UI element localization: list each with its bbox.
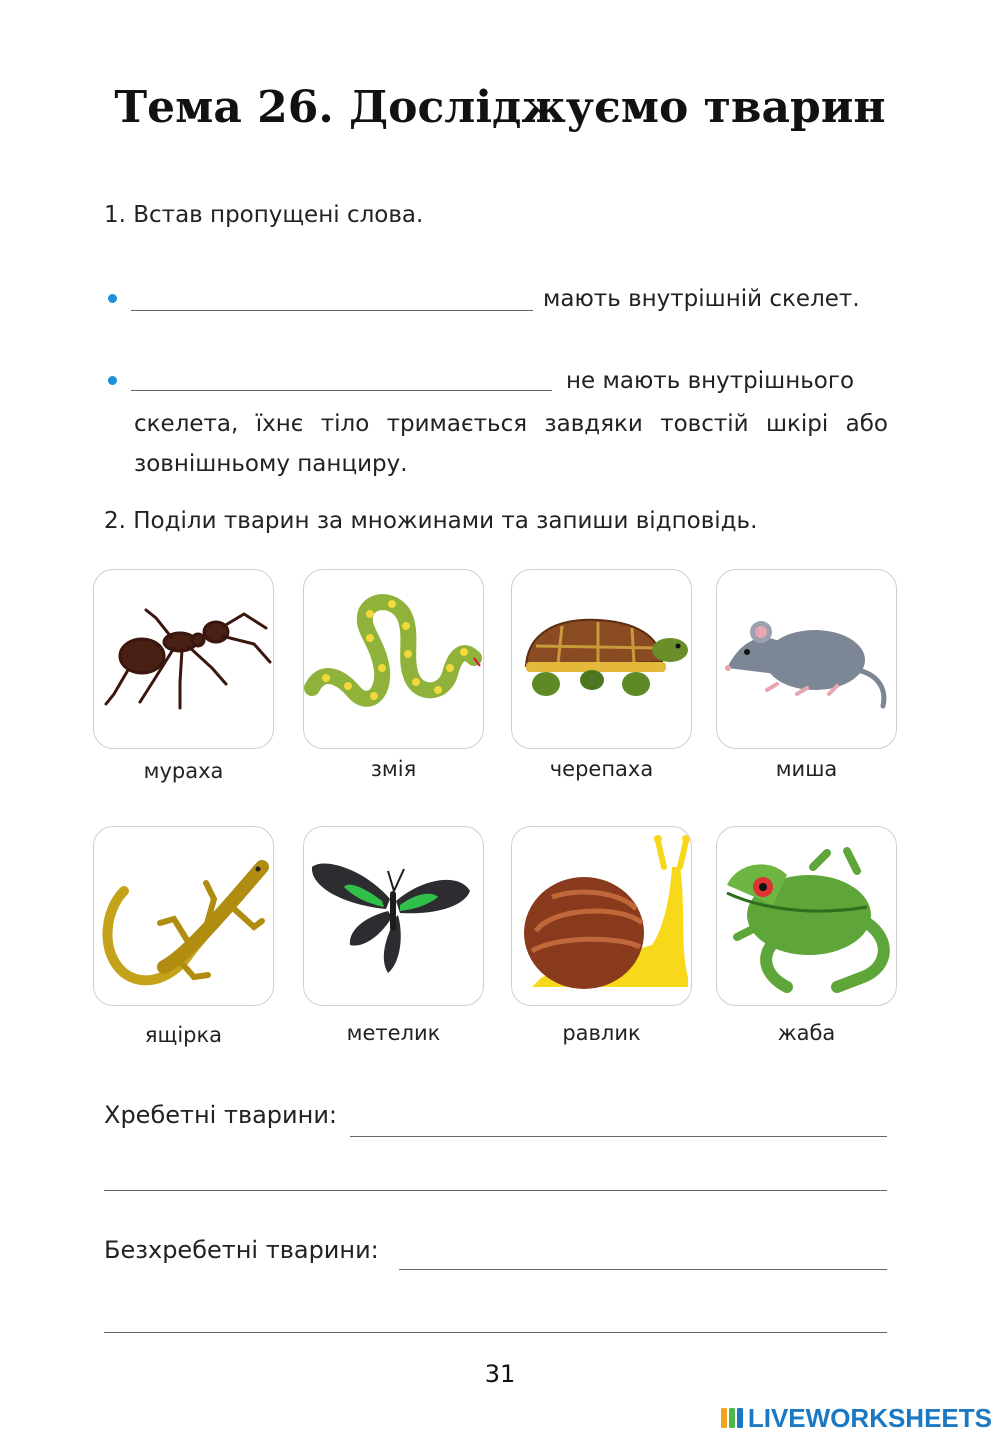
caption-butterfly: метелик (346, 1021, 441, 1045)
invertebrates-input-1[interactable] (399, 1243, 887, 1270)
butterfly-icon (304, 827, 484, 1006)
vertebrates-input-2[interactable] (104, 1164, 887, 1191)
caption-turtle: черепаха (549, 757, 654, 781)
lizard-icon (94, 827, 274, 1006)
card-turtle (511, 569, 692, 749)
mouse-icon (717, 570, 897, 749)
bullet-1 (108, 294, 117, 303)
frog-icon (717, 827, 897, 1006)
card-lizard (93, 826, 274, 1006)
caption-snail: равлик (562, 1021, 641, 1045)
blank-input-2[interactable] (131, 366, 552, 391)
sentence2-continuation: скелета, їхнє тіло тримається завдяки товстій шкірі або зовнішньому панциру. (134, 411, 888, 477)
page-title: Тема 26. Досліджуємо тварин (114, 82, 886, 133)
brand-logo (720, 1403, 992, 1433)
vertebrates-input-1[interactable] (350, 1110, 887, 1137)
card-butterfly (303, 826, 484, 1006)
invertebrates-label: Безхребетні тварини: (104, 1236, 379, 1264)
caption-lizard: ящірка (144, 1023, 223, 1047)
card-frog (716, 826, 897, 1006)
liveworksheets-logo-icon (720, 1406, 744, 1430)
card-mouse (716, 569, 897, 749)
caption-frog: жаба (777, 1021, 836, 1045)
sentence1-text: мають внутрішній скелет. (543, 286, 860, 312)
invertebrates-input-2[interactable] (104, 1306, 887, 1333)
caption-ant: мураха (143, 759, 224, 783)
card-snail (511, 826, 692, 1006)
vertebrates-label: Хребетні тварини: (104, 1101, 338, 1129)
snake-icon (304, 570, 484, 749)
task1-heading: 1. Встав пропущені слова. (104, 202, 424, 228)
snail-icon (512, 827, 692, 1006)
caption-snake: змія (370, 757, 417, 781)
sentence2-text: не мають внутрішнього (566, 368, 855, 394)
card-snake (303, 569, 484, 749)
card-ant (93, 569, 274, 749)
brand-text: LIVEWORKSHEETS (747, 1402, 992, 1433)
ant-icon (94, 570, 274, 749)
task2-heading: 2. Поділи тварин за множинами та запиши відповідь. (104, 508, 758, 534)
turtle-icon (512, 570, 692, 749)
caption-mouse: миша (775, 757, 838, 781)
bullet-2 (108, 376, 117, 385)
blank-input-1[interactable] (131, 286, 533, 311)
page-number: 31 (484, 1360, 516, 1388)
